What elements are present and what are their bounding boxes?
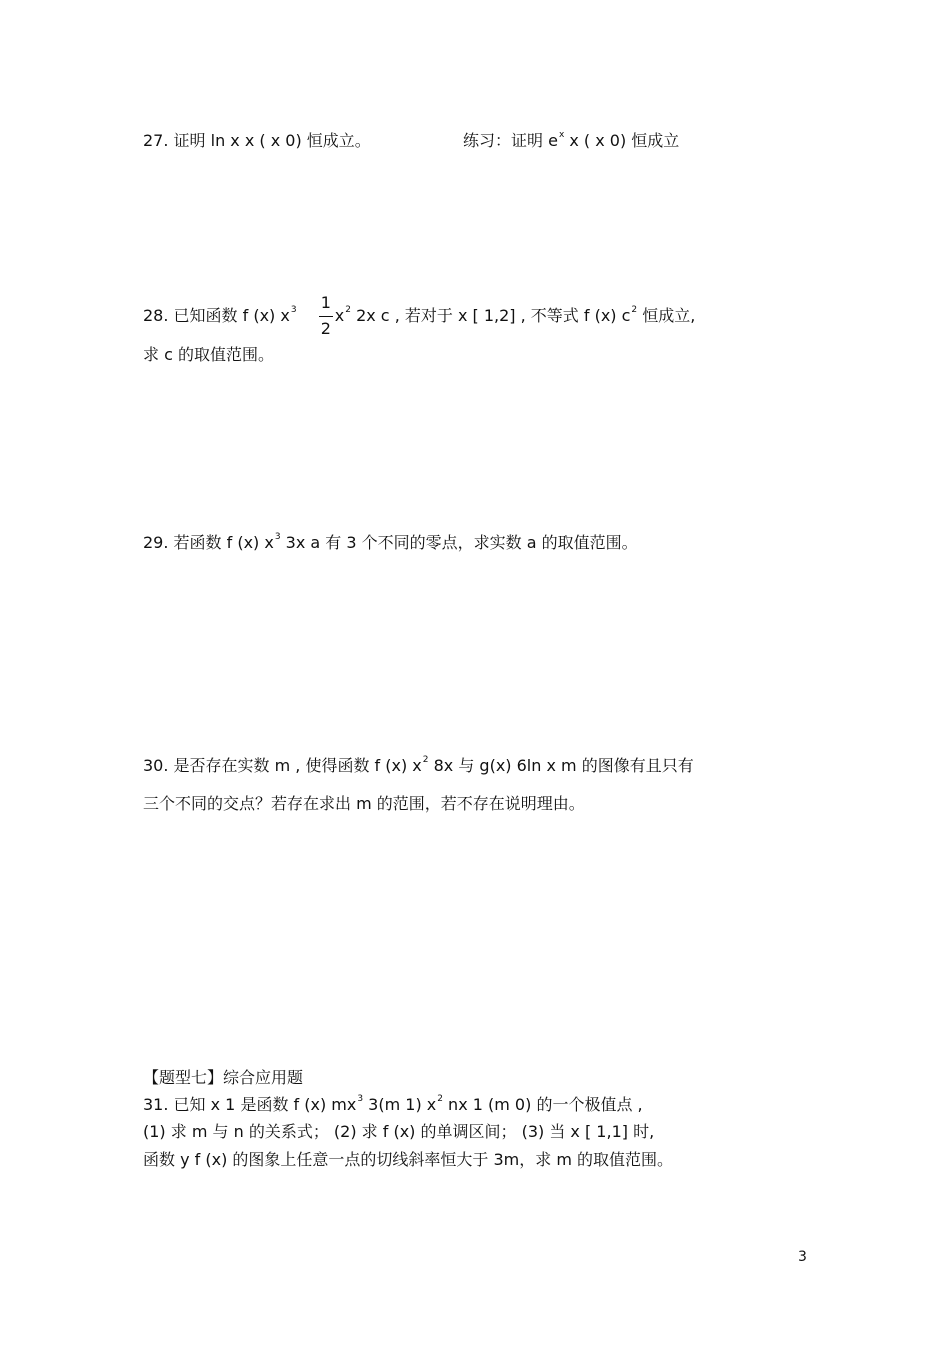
question-29 [143, 533, 638, 556]
question-28-part-d: 恒成立, [637, 306, 696, 325]
question-30-part-a: 30. 是否存在实数 m , 使得函数 f (x) x [143, 756, 422, 775]
question-28-exponent-1: 3 [290, 305, 297, 315]
practice-27-exponent: x [558, 130, 565, 140]
question-29-part-b: 3x a 有 3 个不同的零点，求实数 a 的取值范围。 [280, 533, 638, 552]
question-30-exponent: 2 [422, 755, 429, 765]
question-31-line-2: (1) 求 m 与 n 的关系式； (2) 求 f (x) 的单调区间； (3) 当 x [ 1,1] 时, [143, 1122, 655, 1141]
question-28 [143, 292, 696, 338]
question-31-exponent-1: 3 [357, 1094, 364, 1104]
question-28-fraction [319, 292, 333, 338]
question-31-part-c: nx 1 (m 0) 的一个极值点 , [442, 1095, 643, 1114]
question-28-exponent-2: 2 [345, 305, 351, 315]
question-31-part-a: 31. 已知 x 1 是函数 f (x) mx [143, 1095, 357, 1114]
page-number: 3 [798, 1249, 807, 1265]
question-31-part-b: 3(m 1) x [363, 1095, 437, 1114]
question-31-line-3: 函数 y f (x) 的图象上任意一点的切线斜率恒大于 3m，求 m 的取值范围。 [143, 1150, 674, 1169]
question-28-exponent-3: 2 [631, 305, 638, 315]
question-27 [143, 131, 371, 151]
question-30-part-b: 8x 与 g(x) 6ln x m 的图像有且只有 [428, 756, 694, 775]
question-31 [143, 1095, 643, 1118]
question-29-exponent: 3 [274, 532, 281, 542]
question-28-part-c: 2x c , 若对于 x [ 1,2] , 不等式 f (x) c [350, 306, 631, 325]
practice-27-rest: x ( x 0) 恒成立 [564, 131, 680, 150]
question-31-exponent-2: 2 [437, 1094, 443, 1104]
question-28-part-a: 28. 已知函数 f (x) x [143, 306, 290, 325]
question-28-line-2: 求 c 的取值范围。 [143, 345, 274, 364]
question-30 [143, 756, 694, 779]
section-title: 【题型七】综合应用题 [143, 1068, 304, 1087]
question-27-number: 27. [143, 131, 169, 150]
question-30-line-2: 三个不同的交点？若存在求出 m 的范围，若不存在说明理由。 [143, 794, 585, 813]
question-28-part-b: x [334, 306, 345, 325]
practice-27 [463, 131, 679, 154]
question-27-text: 证明 ln x x ( x 0) 恒成立。 [173, 131, 371, 150]
fraction-denominator: 2 [320, 318, 331, 338]
question-29-part-a: 29. 若函数 f (x) x [143, 533, 274, 552]
practice-27-text: 练习：证明 e [463, 131, 558, 150]
fraction-numerator: 1 [320, 292, 331, 312]
